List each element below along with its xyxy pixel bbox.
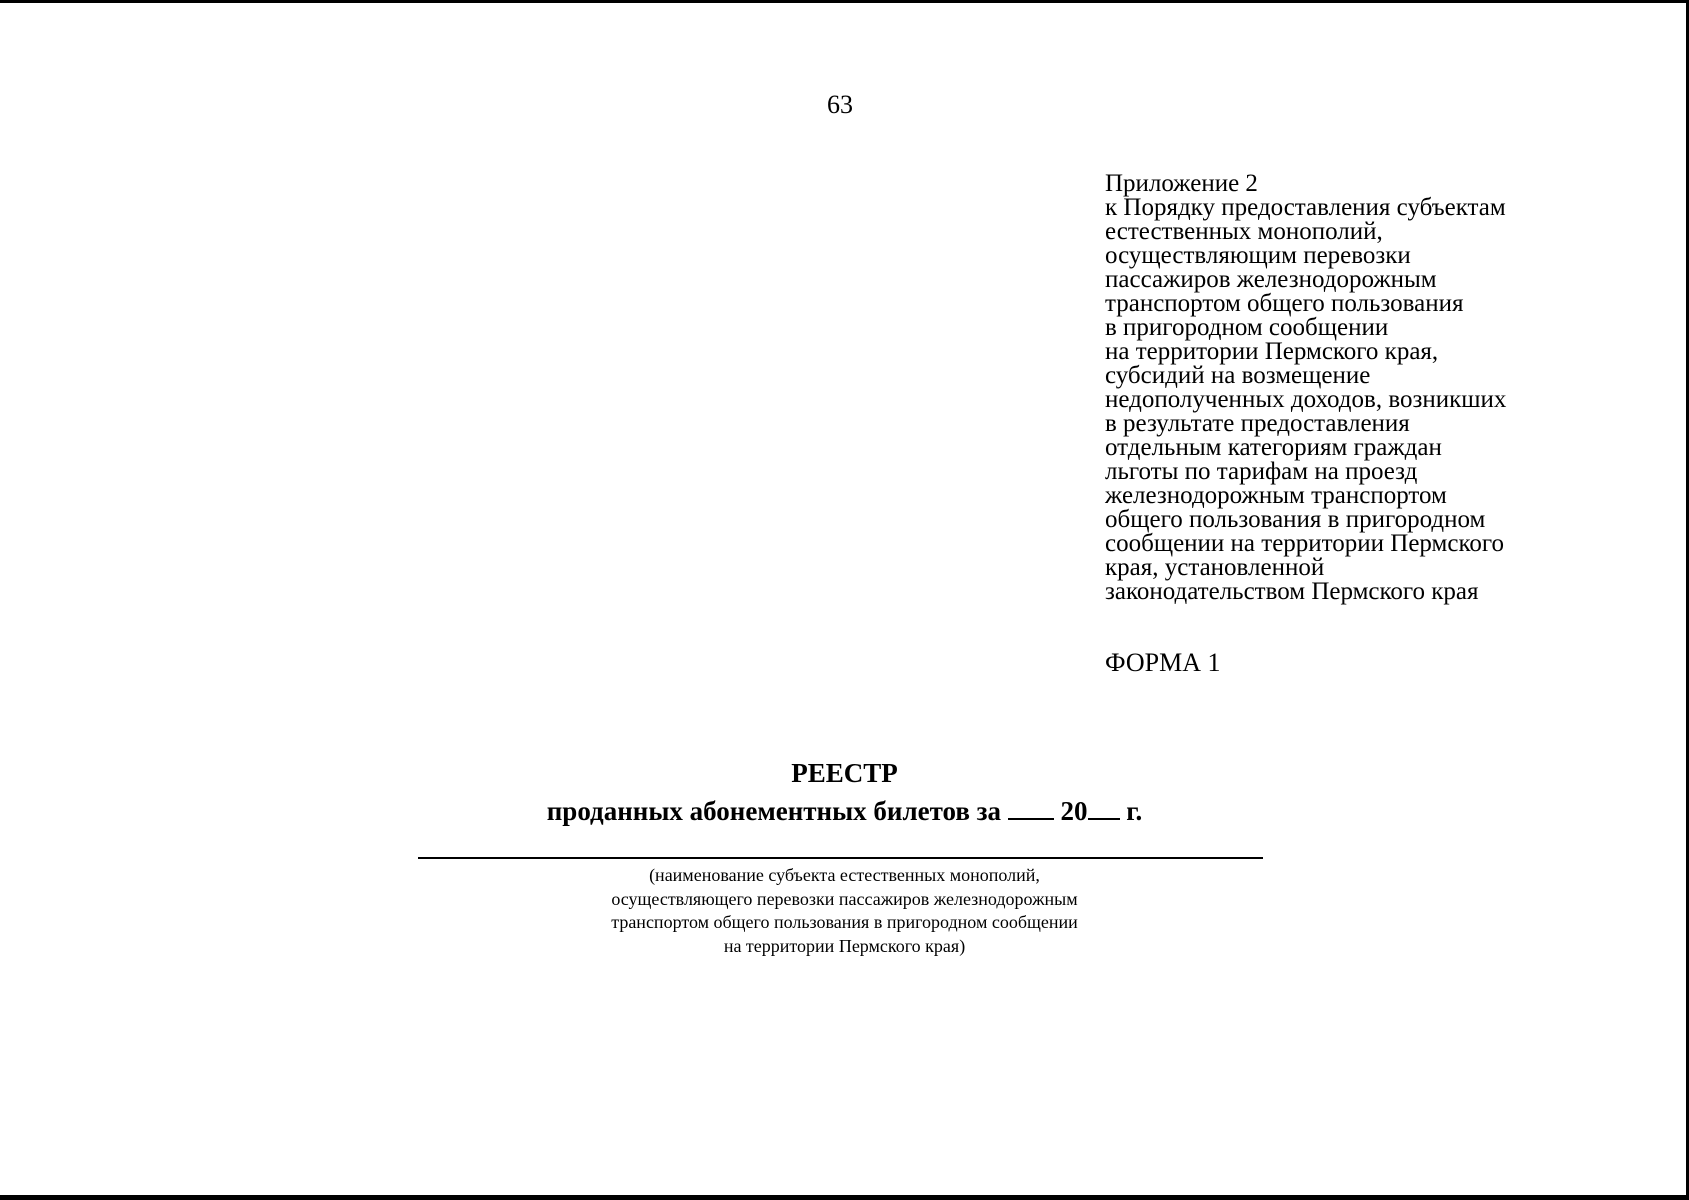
- entity-caption-line: (наименование субъекта естественных монополий,: [649, 865, 1040, 885]
- registry-title: РЕЕСТР: [791, 758, 898, 788]
- appendix-line: осуществляющим перевозки: [1105, 242, 1411, 269]
- appendix-block: [1105, 172, 1625, 604]
- appendix-line: общего пользования в пригородном: [1105, 506, 1486, 533]
- appendix-line: законодательством Пермского края: [1105, 578, 1479, 605]
- year-suffix: г.: [1126, 796, 1143, 826]
- entity-caption-line: транспортом общего пользования в пригородном сообщении: [611, 912, 1078, 932]
- registry-subtitle: [0, 796, 1689, 826]
- appendix-line: пассажиров железнодорожным: [1105, 266, 1437, 293]
- appendix-line: железнодорожным транспортом: [1105, 482, 1447, 509]
- page-number: 63: [827, 90, 853, 119]
- entity-caption-line: на территории Пермского края): [723, 935, 966, 956]
- appendix-line: естественных монополий,: [1105, 218, 1383, 245]
- appendix-text: [1105, 196, 1625, 604]
- appendix-line: отдельным категориям граждан: [1105, 434, 1442, 461]
- period-blank: [1008, 796, 1054, 820]
- registry-subtitle-text: проданных абонементных билетов за: [546, 796, 1002, 826]
- entity-caption: [0, 864, 1689, 958]
- entity-name-line: [418, 857, 1263, 859]
- appendix-line: на территории Пермского края,: [1105, 338, 1439, 365]
- appendix-line: льготы по тарифам на проезд: [1105, 458, 1418, 485]
- appendix-line: края, установленной: [1105, 554, 1325, 581]
- page-border-top: [0, 0, 1689, 3]
- form-label: ФОРМА 1: [1105, 648, 1221, 677]
- appendix-line: субсидий на возмещение: [1105, 362, 1371, 389]
- year-prefix: 20: [1060, 796, 1088, 826]
- appendix-line: в результате предоставления: [1105, 410, 1410, 437]
- appendix-line: в пригородном сообщении: [1105, 314, 1389, 341]
- page-border-bottom: [0, 1195, 1689, 1200]
- appendix-title: Приложение 2: [1105, 170, 1258, 197]
- appendix-line: недополученных доходов, возникших: [1105, 386, 1507, 413]
- year-blank: [1088, 796, 1120, 820]
- appendix-line: транспортом общего пользования: [1105, 290, 1464, 317]
- appendix-line: к Порядку предоставления субъектам: [1105, 194, 1506, 221]
- appendix-line: сообщении на территории Пермского: [1105, 530, 1504, 557]
- entity-caption-line: осуществляющего перевозки пассажиров железнодорожным: [611, 888, 1078, 909]
